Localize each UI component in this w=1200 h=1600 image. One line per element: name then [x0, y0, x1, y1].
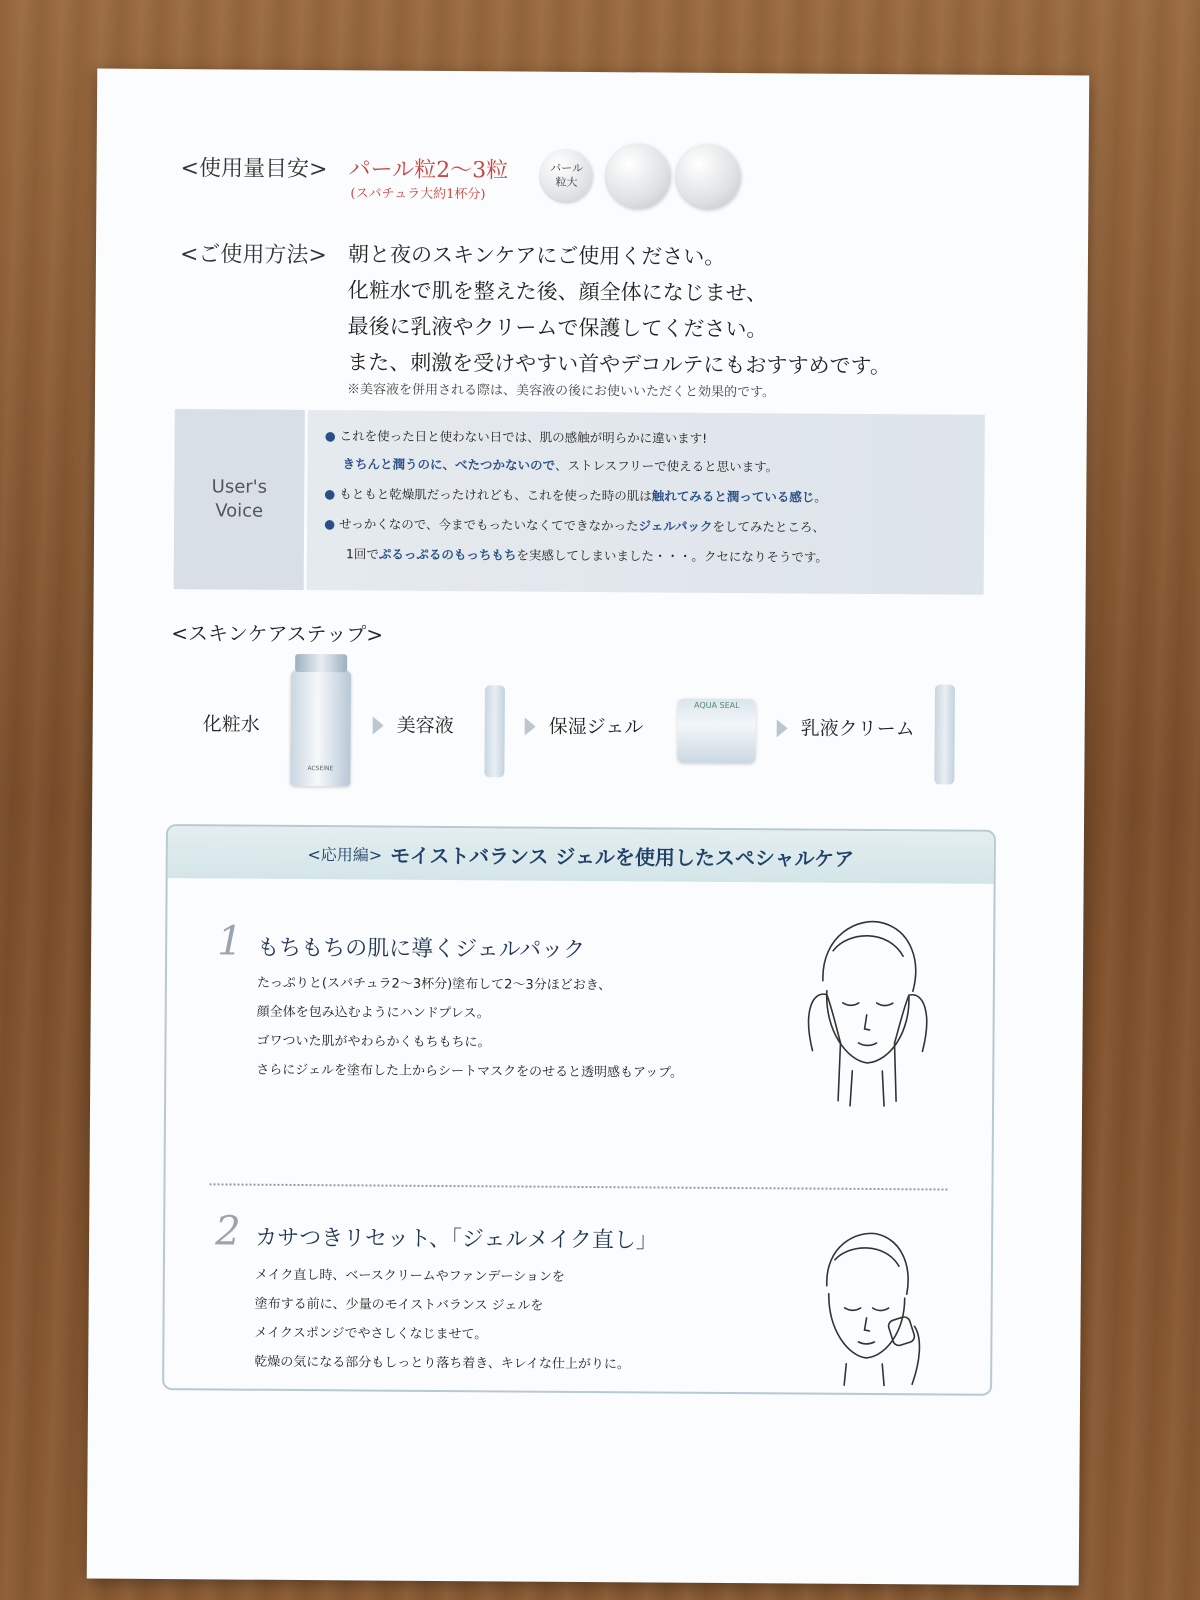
care-item-line: たっぷりと(スパチュラ2〜3杯分)塗布して2〜3分ほどおき、 [256, 975, 612, 994]
gel-jar-icon [677, 699, 755, 764]
step-emulsion-cream: 乳液クリーム [800, 717, 915, 741]
care-item-line: メイク直し時、ベースクリームやファンデーションを [254, 1267, 565, 1285]
voice-text-bold: ぷるっぷるのもっちもち [378, 546, 517, 563]
usage-amount-value: パール粒2〜3粒 [348, 157, 509, 184]
usage-method-line: また、刺激を受けやすい首やデコルテにもおすすめです。 [347, 350, 892, 379]
bullet-icon: ● [324, 486, 336, 502]
usage-method-line: 朝と夜のスキンケアにご使用ください。 [347, 242, 726, 269]
care-item-line: 塗布する前に、少量のモイストバランス ジェルを [254, 1296, 544, 1314]
users-voice-label [174, 409, 308, 590]
voice-item [346, 540, 828, 571]
usage-method-line: 最後に乳液やクリームで保護してください。 [347, 314, 768, 342]
voice-text-bold: 触れてみると潤っている感じ [651, 488, 815, 505]
special-care-tag: <応用編> [307, 844, 383, 865]
skincare-steps-title: <スキンケアステップ> [171, 621, 384, 647]
face-sponge-illustration [806, 1226, 927, 1387]
special-care-box [162, 824, 996, 1396]
voice-text: をしてみたところ、 [712, 518, 825, 535]
bullet-icon: ● [324, 516, 336, 532]
special-care-header [168, 826, 994, 884]
voice-text: これを使った日と使わない日では、肌の感触が明らかに違います! [339, 428, 708, 446]
users-voice-label-line1: User's [211, 476, 268, 498]
pearl-icon [676, 145, 740, 209]
arrow-right-icon [525, 718, 536, 736]
usage-amount-sub: (スパチュラ大約1杯分) [350, 186, 486, 203]
arrow-right-icon [373, 716, 384, 734]
face-hand-press-illustration [802, 911, 933, 1112]
cream-bottle-icon [934, 684, 955, 784]
voice-text-bold: ジェルパック [638, 518, 713, 534]
voice-text: 、ストレスフリーで使えると思います。 [554, 457, 779, 475]
special-care-title: モイストバランス ジェルを使用したスペシャルケア [390, 843, 855, 871]
step-serum: 美容液 [396, 714, 454, 738]
pearl-size-badge [540, 150, 592, 202]
usage-method-note: ※美容液を併用される際は、美容液の後にお使いいただくと効果的です。 [346, 382, 776, 401]
voice-item [324, 510, 825, 541]
voice-item [342, 450, 778, 481]
pearl-icon [606, 144, 670, 208]
usage-amount-label: <使用量目安> [180, 156, 328, 183]
voice-item [324, 480, 827, 512]
step-lotion: 化粧水 [202, 713, 260, 736]
jar-label: AQUA SEAL [694, 700, 740, 711]
bullet-icon: ● [324, 428, 336, 444]
voice-text: せっかくなので、今までもったいなくてできなかった [338, 516, 639, 534]
voice-text: 1回で [345, 546, 379, 562]
care-item-title: もちもちの肌に導くジェルパック [257, 935, 586, 963]
step-moisture-gel: 保湿ジェル [548, 715, 644, 739]
users-voice-box [174, 409, 985, 595]
care-item-line: メイクスポンジでやさしくなじませて。 [254, 1325, 488, 1343]
care-item-line: さらにジェルを塗布した上からシートマスクをのせると透明感もアップ。 [256, 1062, 684, 1081]
voice-text: 。 [814, 489, 827, 505]
pearl-badge-line2: 粒大 [555, 175, 578, 189]
care-item-line: 顔全体を包み込むようにハンドプレス。 [256, 1004, 490, 1022]
voice-text: もともと乾燥肌だったけれども、これを使った時の肌は [339, 486, 652, 504]
usage-method-line: 化粧水で肌を整えた後、顔全体になじませ、 [347, 278, 768, 306]
arrow-right-icon [777, 719, 788, 737]
step-number: 1 [217, 918, 243, 965]
care-item-title: カサつきリセット、「ジェルメイク直し」 [255, 1225, 659, 1254]
serum-bottle-icon [484, 685, 505, 777]
leaflet-page [87, 69, 1090, 1586]
pearl-badge-line1: パール [550, 161, 584, 175]
usage-method-label: <ご使用方法> [179, 242, 327, 269]
lotion-bottle-icon [290, 670, 351, 786]
voice-text-bold: きちんと潤うのに、べたつかないので [342, 456, 556, 473]
care-item-line: ゴワついた肌がやわらかくもちもちに。 [256, 1033, 491, 1051]
voice-text: を実感してしまいました・・・。クセになりそうです。 [516, 547, 828, 565]
bottle-brand: ACSEINE [307, 765, 334, 773]
step-number: 2 [215, 1208, 241, 1255]
section-divider [209, 1183, 947, 1190]
care-item-line: 乾燥の気になる部分もしっとり落ち着き、キレイな仕上がりに。 [254, 1354, 631, 1373]
users-voice-label-line2: Voice [215, 500, 264, 522]
voice-item [325, 422, 708, 453]
